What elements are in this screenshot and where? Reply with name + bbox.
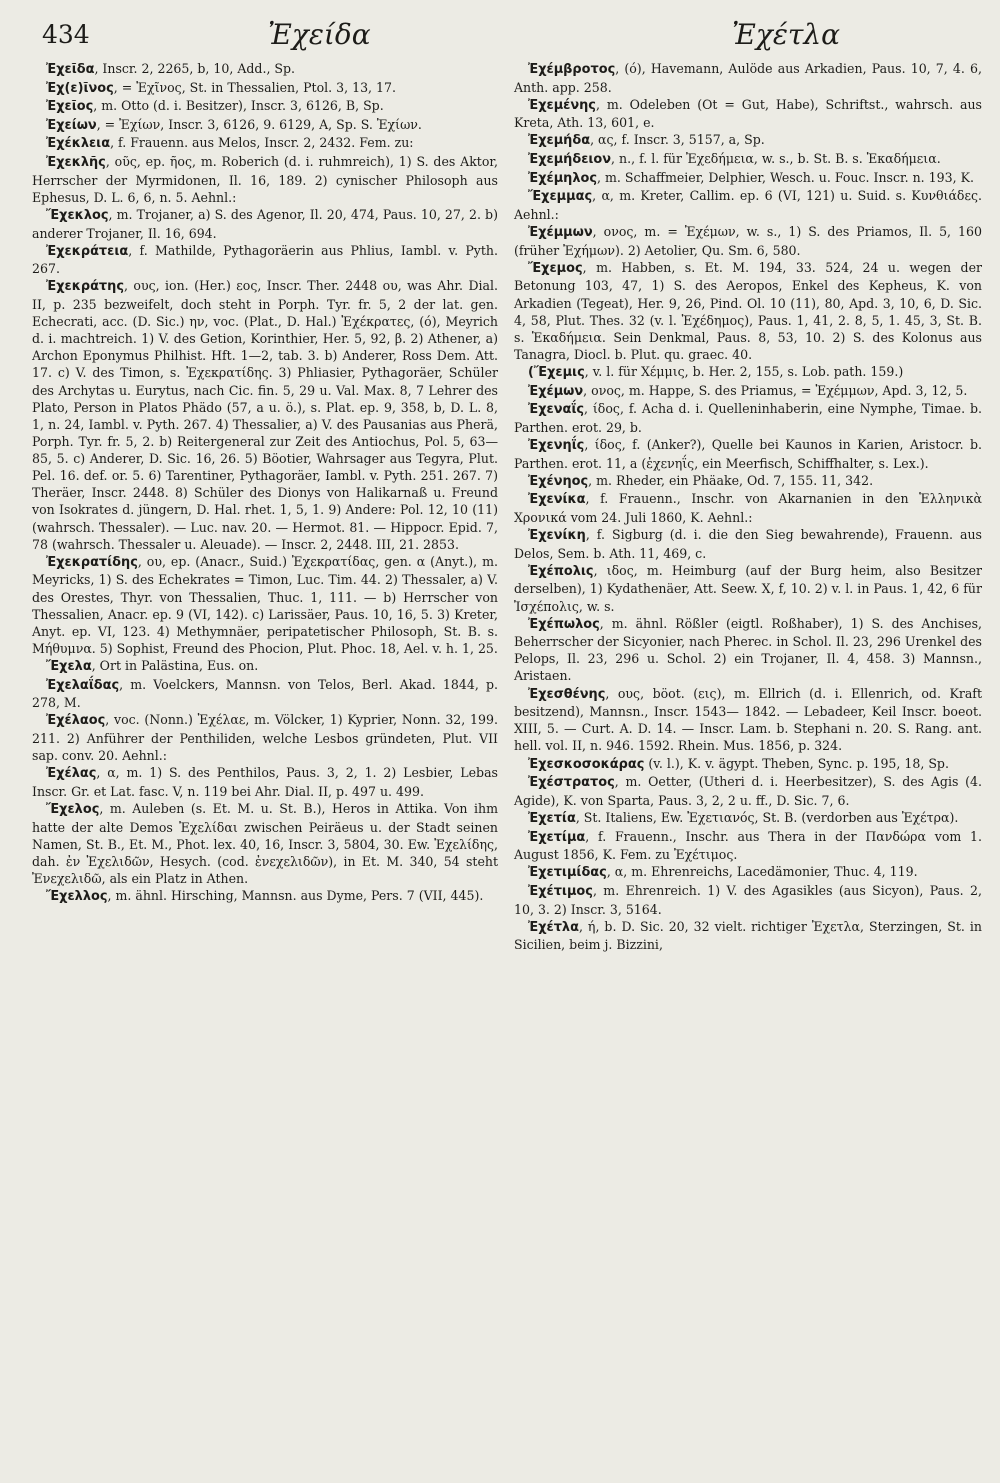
entry-headword: Ἐχεναΐς <box>528 402 584 418</box>
entry-definition: , Inscr. 2, 2265, b, 10, Add., Sp. <box>94 61 296 76</box>
entry-definition: , ίδος, f. (Anker?), Quelle bei Kaunos in Karien, Aristocr. b. Parthen. erot. 11, a (ἐχενηΐς, ein Meerfisch, Schiffhalter, s. Lex.). <box>514 436 982 471</box>
entry-headword: Ἐχεσκοσοκάρας <box>528 756 645 772</box>
entry-headword: Ἐχενίκα <box>528 492 586 508</box>
dictionary-entry <box>514 60 982 96</box>
dictionary-entry <box>32 657 498 676</box>
entry-headword: Ἐχέμων <box>528 383 584 399</box>
running-head <box>32 14 982 54</box>
entry-headword: Ἐχεκλῆς <box>46 155 106 171</box>
entry-headword: Ἐχεκράτεια <box>46 243 129 259</box>
dictionary-entry <box>514 363 982 382</box>
dictionary-entry <box>32 153 498 206</box>
entry-headword: Ἐχετίμα <box>528 829 586 845</box>
entry-definition: , voc. (Nonn.) Ἐχέλαε, m. Völcker, 1) Kyprier, Nonn. 32, 199. 211. 2) Anführer der Penthiliden, welche Lesbos gründeten, Plut. VII sap. conv. 20. Aehnl.: <box>32 712 498 764</box>
entry-headword: Ἐχεκρατίδης <box>46 554 138 570</box>
entry-headword: Ἔχεμος <box>528 260 583 276</box>
entry-definition: , ονος, m. Happe, S. des Priamus, = Ἐχέμμων, Apd. 3, 12, 5. <box>583 382 968 398</box>
dictionary-entry <box>32 711 498 764</box>
entry-definition: , f. Frauenn., Inschr. von Akarnanien in den Ἑλληνικὰ Χρονικά vom 24. Juli 1860, K. Aehnl.: <box>514 491 982 525</box>
dictionary-entry <box>514 773 982 809</box>
dictionary-entry <box>514 472 982 491</box>
dictionary-entry <box>514 809 982 828</box>
dictionary-entry <box>32 60 498 79</box>
entry-headword: Ἐχέτλα <box>528 919 579 935</box>
entry-definition: , ου, ep. (Anacr., Suid.) Ἐχεκρατίδας, gen. α (Anyt.), m. Meyricks, 1) S. des Echekrates = Timon, Luc. Tim. 44. 2) Thessaler, a) V. des Orestes, Thyr. von Thessalien, Thuc. 1, 111. — b) Herrscher von Thessalien, Anacr. ep. 9 (VI, 142). c) Larissäer, Paus. 10, 16, 5. 3) Kreter, Anyt. ep. VI, 123. 4) Methymnäer, peripatetischer Philosoph, St. B. s. Μήθυμνα. 5) Sophist, Freund des Phocion, Plut. Phoc. 18, Ael. v. h. 1, 25. <box>32 553 498 656</box>
entry-headword: Ἔχεκλος <box>46 207 109 223</box>
entry-definition: , ονος, m. = Ἐχέμων, w. s., 1) S. des Priamos, Il. 5, 160 (früher Ἐχήμων). 2) Aetolier, Qu. Sm. 6, 580. <box>514 224 982 258</box>
dictionary-entry <box>32 206 498 242</box>
entry-definition: , f. Mathilde, Pythagoräerin aus Phlius, Iambl. v. Pyth. 267. <box>32 242 498 277</box>
entry-definition: , = Ἐχῖνος, St. in Thessalien, Ptol. 3, 13, 17. <box>113 79 396 95</box>
dictionary-entry <box>32 676 498 712</box>
right-guide-word: Ἐχέτλα <box>732 18 841 51</box>
entry-headword: Ἐχεμήδα <box>528 133 591 149</box>
entry-headword: Ἐχελαΐδας <box>46 677 120 693</box>
entry-definition: , = Ἐχίων, Inscr. 3, 6126, 9. 6129, A, Sp. S. Ἐχίων. <box>96 116 422 132</box>
entry-definition: , α, m. 1) S. des Penthilos, Paus. 3, 2, 1. 2) Lesbier, Lebas Inscr. Gr. et Lat. fasc. V, n. 119 bei Ahr. Dial. II, p. 497 u. 499. <box>32 765 498 799</box>
entry-definition: , m. Voelckers, Mannsn. von Telos, Berl. Akad. 1844, p. 278, M. <box>32 676 498 711</box>
dictionary-entry <box>514 526 982 562</box>
entry-definition: , v. l. für Χέμμις, b. Her. 2, 155, s. Lob. path. 159.) <box>584 364 904 379</box>
left-column <box>32 60 498 953</box>
entry-headword: Ἐχέστρατος <box>528 775 615 791</box>
entry-definition: , f. Frauenn., Inschr. aus Thera in der Πανδώρα vom 1. August 1856, K. Fem. zu Ἐχέτιμος. <box>514 828 982 863</box>
entry-headword: (Ἔχεμις <box>528 365 585 380</box>
left-guide-word: Ἐχείδα <box>268 18 371 51</box>
entry-definition: , ιδος, m. Heimburg (auf der Burg heim, also Besitzer derselben), 1) Kydathenäer, Att. Seew. X, f, 10. 2) v. l. in Paus. 1, 42, 6 für Ἰσχέπολις, w. s. <box>514 562 982 614</box>
page-number: 434 <box>42 20 90 49</box>
dictionary-entry <box>32 553 498 657</box>
entry-definition: , m. Habben, s. Et. M. 194, 33. 524, 24 u. wegen der Betonung 103, 47, 1) S. des Aeropos, Enkel des Kepheus, K. von Arkadien (Tegeat), Her. 9, 26, Pind. Ol. 10 (11), 80, Apd. 3, 10, 6, D. Sic. 4, 58, Plut. Thes. 32 (v. l. Ἐχέδημος), Paus. 1, 41, 2. 8, 5, 1. 45, 3, St. B. s. Ἑκαδήμεια. Sein Denkmal, Paus. 8, 53, 10. 2) S. des Kolonus aus Tanagra, Diocl. b. Plut. qu. graec. 40. <box>514 259 982 362</box>
entry-headword: Ἐχενίκη <box>528 528 586 544</box>
entry-definition: (v. l.), K. v. ägypt. Theben, Sync. p. 195, 18, Sp. <box>644 755 949 771</box>
dictionary-entry <box>514 755 982 774</box>
entry-headword: Ἐχέπωλος <box>528 616 600 632</box>
entry-headword: Ἐχεμήδειον <box>528 152 612 168</box>
dictionary-entry <box>514 382 982 401</box>
entry-headword: Ἐχέκλεια <box>46 136 111 152</box>
entry-headword: Ἔχελλος <box>46 889 108 905</box>
entry-headword: Ἐχέμβροτος <box>528 62 616 77</box>
dictionary-entry <box>32 887 498 906</box>
entry-definition: , f. Frauenn. aus Melos, Inscr. 2, 2432. Fem. zu: <box>110 135 414 151</box>
dictionary-entry <box>32 764 498 800</box>
entry-headword: Ἐχέμμων <box>528 225 593 241</box>
right-column <box>514 60 982 953</box>
entry-headword: Ἐχ(ε)ῖνος <box>46 80 114 96</box>
entry-headword: Ἐχείων <box>46 117 97 133</box>
entry-headword: Ἐχενηΐς <box>528 437 585 453</box>
text-columns <box>32 60 982 953</box>
entry-definition: , m. Schaffmeier, Delphier, Wesch. u. Fouc. Inscr. n. 193, K. <box>597 169 974 185</box>
dictionary-entry <box>514 562 982 615</box>
entry-headword: Ἔχελα <box>46 659 92 675</box>
entry-definition: , ίδος, f. Acha d. i. Quelleninhaberin, eine Nymphe, Timae. b. Parthen. erot. 29, b. <box>514 401 982 435</box>
dictionary-entry <box>514 828 982 864</box>
dictionary-entry <box>514 187 982 223</box>
entry-headword: Ἐχένηος <box>528 473 589 489</box>
entry-headword: Ἔχελος <box>46 802 100 818</box>
entry-definition: , m. Odeleben (Ot = Gut, Habe), Schriftst., wahrsch. aus Kreta, Ath. 13, 601, e. <box>514 96 982 131</box>
entry-headword: Ἐχεσθένης <box>528 686 606 702</box>
entry-headword: Ἐχεῖος <box>46 99 94 115</box>
entry-definition: , Ort in Palästina, Eus. on. <box>91 658 259 674</box>
dictionary-entry <box>32 116 498 135</box>
dictionary-entry <box>514 918 982 954</box>
dictionary-entry <box>32 79 498 98</box>
entry-headword: Ἐχέτιμος <box>528 883 593 899</box>
dictionary-entry <box>32 97 498 116</box>
entry-headword: Ἐχέμηλος <box>528 170 598 186</box>
dictionary-entry <box>32 800 498 887</box>
dictionary-entry <box>32 242 498 278</box>
entry-definition: , m. ähnl. Hirsching, Mannsn. aus Dyme, Pers. 7 (VII, 445). <box>107 888 484 904</box>
dictionary-entry <box>514 131 982 150</box>
dictionary-entry <box>514 490 982 526</box>
entry-definition: , m. Trojaner, a) S. des Agenor, Il. 20, 474, Paus. 10, 27, 2. b) anderer Trojaner, Il. 16, 694. <box>32 206 498 241</box>
entry-headword: Ἐχεκράτης <box>46 279 124 295</box>
dictionary-entry <box>514 150 982 169</box>
entry-headword: Ἐχεμένης <box>528 97 596 113</box>
entry-definition: , n., f. l. für Ἐχεδήμεια, w. s., b. St. B. s. Ἑκαδήμεια. <box>611 151 941 167</box>
entry-definition: , ους, böot. (εις), m. Ellrich (d. i. Ellenrich, od. Kraft besitzend), Mannsn., Inscr. 1543— 1842. — Lebadeer, Keil Inscr. boeot. XIII, 5. — Curt. A. D. 14. — Inscr. Lam. b. Stephani n. 20. S. Rang. ant. hell. vol. II, n. 946. 1592. Rhein. Mus. 1856, p. 324. <box>514 685 982 754</box>
dictionary-entry <box>514 400 982 436</box>
dictionary-entry <box>32 277 498 552</box>
entry-definition: , m. Auleben (s. Et. M. u. St. B.), Heros in Attika. Von ihm hatte der alte Demos Ἐχελίδαι zwischen Peiräeus u. der Stadt seinen Namen, St. B., Et. M., Phot. lex. 40, 16, Inscr. 3, 5804, 30. Ew. Ἐχελίδης, dah. ἐν Ἐχελιδῶν, Hesych. (cod. ἐνεχελιδῶν), in Et. M. 340, 54 steht Ἐνεχελιδῶ, als ein Platz in Athen. <box>32 801 498 887</box>
entry-definition: , ους, ion. (Her.) εος, Inscr. Ther. 2448 ου, was Ahr. Dial. II, p. 235 bezweifelt, doch steht in Porph. Tyr. fr. 5, 2 der lat. gen. Echecrati, acc. (D. Sic.) ην, voc. (Plat., D. Hal.) Ἐχέκρατες, (ό), Meyrich d. i. machtreich. 1) V. des Getion, Korinthier, Her. 5, 92, β. 2) Athener, a) Archon Eponymus Philhist. Hft. 1—2, tab. 3. b) Anderer, Ross Dem. Att. 17. c) V. des Timon, s. Ἐχεκρατίδης. 3) Phliasier, Pythagoräer, Schüler des Archytas u. Eurytus, nach Cic. fin. 5, 29 u. Val. Max. 8, 7 Lehrer des Plato, Person in Platos Phädo (57, a u. ö.), s. Plat. ep. 9, 358, b, D. L. 8, 1, n. 24, Iambl. v. Pyth. 267. 4) Thessalier, a) V. des Pausanias aus Pherä, Porph. Tyr. fr. 5, 2. b) Reitergeneral zur Zeit des Antiochus, Pol. 5, 63—85, 5. c) Anderer, D. Sic. 16, 26. 5) Böotier, Wahrsager aus Tegyra, Plut. Pel. 16. def. or. 5. 6) Tarentiner, Pythagoräer, Iambl. v. Pyth. 251. 267. 7) Theräer, Inscr. 2448. 8) Schüler des Dionys von Halikarnaß u. Freund von Isokrates d. jüngern, D. Hal. rhet. 1, 5, 1. 9) Andere: Pol. 12, 10 (11) (wahrsch. Thessaler). — Luc. nav. 20. — Hermot. 81. — Hippocr. Epid. 7, 78 (wahrsch. Thessaler u. Aleuade). — Inscr. 2, 2448. III, 21. 2853. <box>32 278 498 552</box>
dictionary-entry <box>514 96 982 132</box>
entry-definition: , α, m. Kreter, Callim. ep. 6 (VI, 121) u. Suid. s. Κυνθιάδες. Aehnl.: <box>514 188 982 222</box>
entry-headword: Ἐχέλας <box>46 766 97 782</box>
entry-headword: Ἐχετιμίδας <box>528 865 607 881</box>
dictionary-entry <box>514 863 982 882</box>
entry-definition: , ή, b. D. Sic. 20, 32 vielt. richtiger Ἐχετλα, Sterzingen, St. in Sicilien, beim j. Bizzini, <box>514 918 982 953</box>
entry-definition: , m. Oetter, (Utheri d. i. Heerbesitzer), S. des Agis (4. Agide), K. von Sparta, Paus. 3, 2, 2 u. ff., D. Sic. 7, 6. <box>514 774 982 808</box>
dictionary-entry <box>514 685 982 755</box>
entry-definition: , α, m. Ehrenreichs, Lacedämonier, Thuc. 4, 119. <box>606 864 918 880</box>
entry-definition: , m. ähnl. Rößler (eigtl. Roßhaber), 1) S. des Anchises, Beherrscher der Sicyonier, nach Pherec. in Schol. Il. 23, 296 Urenkel des Pelops, Il. 23, 296 u. Schol. 2) ein Trojaner, Il. 4, 458. 3) Mannsn., Aristaen. <box>514 615 982 684</box>
dictionary-entry <box>514 223 982 259</box>
entry-definition: , m. Ehrenreich. 1) V. des Agasikles (aus Sicyon), Paus. 2, 10, 3. 2) Inscr. 3, 5164. <box>514 882 982 917</box>
entry-headword: Ἐχεῖδα <box>46 62 95 77</box>
dictionary-entry <box>32 134 498 153</box>
entry-definition: , ας, f. Inscr. 3, 5157, a, Sp. <box>590 132 765 148</box>
entry-headword: Ἔχεμμας <box>528 189 593 205</box>
entry-definition: , (ό), Havemann, Aulöde aus Arkadien, Paus. 10, 7, 4. 6, Anth. app. 258. <box>514 61 982 95</box>
entry-definition: , f. Sigburg (d. i. die den Sieg bewahrende), Frauenn. aus Delos, Sem. b. Ath. 11, 469, c. <box>514 527 982 561</box>
dictionary-entry <box>514 615 982 685</box>
dictionary-entry <box>514 259 982 363</box>
entry-definition: , St. Italiens, Ew. Ἐχετιανός, St. B. (verdorben aus Ἐχέτρα). <box>575 809 959 825</box>
dictionary-entry <box>514 436 982 472</box>
entry-definition: , m. Otto (d. i. Besitzer), Inscr. 3, 6126, B, Sp. <box>93 98 384 114</box>
entry-headword: Ἐχέλαος <box>46 713 106 729</box>
dictionary-entry <box>514 882 982 918</box>
entry-headword: Ἐχετία <box>528 810 576 826</box>
dictionary-entry <box>514 169 982 188</box>
entry-definition: , m. Rheder, ein Phäake, Od. 7, 155. 11, 342. <box>588 472 874 488</box>
entry-definition: , οῦς, ep. ῆος, m. Roberich (d. i. ruhmreich), 1) S. des Aktor, Herrscher der Myrmidonen, Il. 16, 189. 2) cynischer Philosoph aus Ephesus, D. L. 6, 6, n. 5. Aehnl.: <box>32 154 498 205</box>
entry-headword: Ἐχέπολις <box>528 563 594 579</box>
